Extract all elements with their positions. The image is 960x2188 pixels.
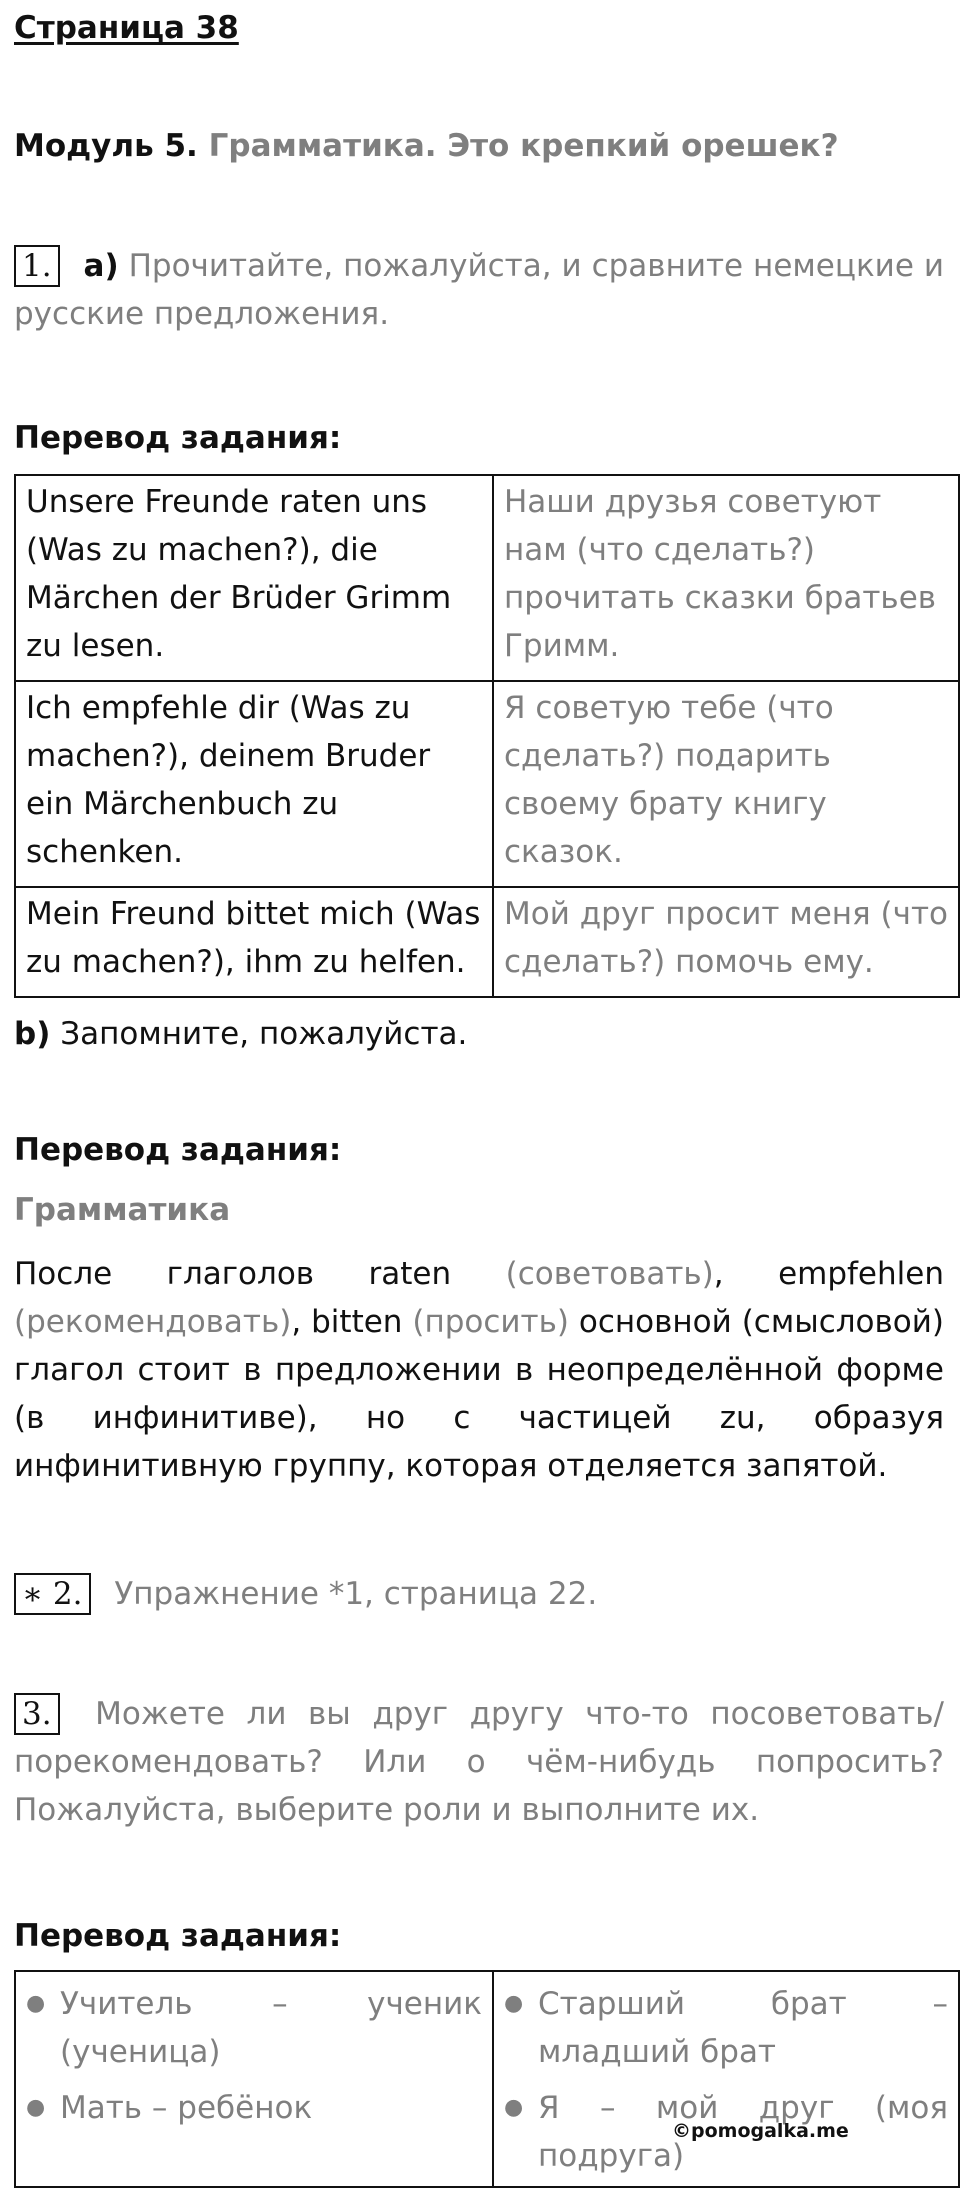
task1-a-label: а): [83, 248, 119, 284]
translation-heading-2: Перевод задания:: [14, 1132, 342, 1168]
table-row: [15, 681, 959, 887]
table-cell-ru: Наши друзья советуют нам (что сделать?) прочитать сказки братьев Гримм.: [493, 475, 959, 681]
bullet-icon: ●: [504, 2095, 524, 2120]
task2-number: ∗ 2.: [14, 1573, 91, 1615]
grammar-text: После глаголов raten: [14, 1256, 506, 1292]
grammar-gloss: (советовать): [505, 1256, 714, 1292]
task3-instruction: [14, 1690, 944, 1834]
bullet-icon: ●: [504, 1991, 524, 2016]
bullet-icon: ●: [26, 2095, 46, 2120]
module-heading: [14, 128, 839, 164]
task1-b-text: Запомните, пожалуйста.: [60, 1016, 468, 1052]
table-cell-de: Unsere Freunde raten uns (Was zu machen?), die Märchen der Brüder Grimm zu lesen.: [15, 475, 493, 681]
grammar-gloss: (рекомендовать): [14, 1304, 292, 1340]
table-cell-de: Mein Freund bittet mich (Was zu machen?), ihm zu helfen.: [15, 887, 493, 997]
bullet-icon: ●: [26, 1991, 46, 2016]
table-cell-ru: Мой друг просит меня (что сделать?) помочь ему.: [493, 887, 959, 997]
task3-number: 3.: [14, 1693, 60, 1735]
grammar-text: , bitten: [291, 1304, 413, 1340]
grammar-text: основной (смысловой) глагол стоит в предложении в неопределённой форме (в инфинитиве), но с частицей zu, образуя инфинитивную группу, которая отделяется запятой.: [14, 1304, 944, 1484]
table-cell-ru: Я советую тебе (что сделать?) подарить своему брату книгу сказок.: [493, 681, 959, 887]
translation-heading-1: Перевод задания:: [14, 420, 342, 456]
table-row: [15, 887, 959, 997]
roles-table: [14, 1970, 960, 2188]
grammar-paragraph: [14, 1250, 944, 1490]
grammar-text: , empfehlen: [713, 1256, 944, 1292]
task1-b-label: b): [14, 1016, 51, 1052]
task2-instruction: [14, 1570, 944, 1618]
translation-heading-3: Перевод задания:: [14, 1918, 342, 1954]
table-row: [15, 475, 959, 681]
task1-a-text: Прочитайте, пожалуйста, и сравните немецкие и русские предложения.: [14, 248, 944, 332]
table-cell-de: Ich empfehle dir (Was zu machen?), deinem Bruder ein Märchenbuch zu schenken.: [15, 681, 493, 887]
task3-text: Можете ли вы друг другу что-то посоветовать/порекомендовать? Или о чём-нибудь попросить? Пожалуйста, выберите роли и выполните их.: [14, 1696, 944, 1828]
translation-table: [14, 474, 960, 998]
task2-text: Упражнение *1, страница 22.: [114, 1576, 598, 1612]
table-row: [15, 1971, 959, 2187]
grammar-gloss: (просить): [412, 1304, 569, 1340]
task1-a-instruction: [14, 242, 944, 338]
list-item: [26, 2084, 482, 2132]
role-label: Я – мой друг (моя подруга): [538, 2090, 948, 2174]
task1-b-instruction: [14, 1010, 944, 1058]
task1-number: 1.: [14, 245, 60, 287]
list-item: [504, 1980, 948, 2076]
module-label: Модуль 5.: [14, 128, 198, 164]
roles-right-cell: [493, 1971, 959, 2187]
roles-left-cell: [15, 1971, 493, 2187]
module-title: Грамматика. Это крепкий орешек?: [208, 128, 839, 164]
list-item: [26, 1980, 482, 2076]
grammar-heading: Грамматика: [14, 1192, 231, 1228]
role-label: Старший брат – младший брат: [538, 1986, 948, 2070]
page-title: Страница 38: [14, 10, 239, 46]
role-label: Учитель – ученик (ученица): [60, 1986, 482, 2070]
role-label: Мать – ребёнок: [60, 2090, 313, 2126]
footer-watermark: ©pomogalka.me: [672, 2120, 849, 2142]
